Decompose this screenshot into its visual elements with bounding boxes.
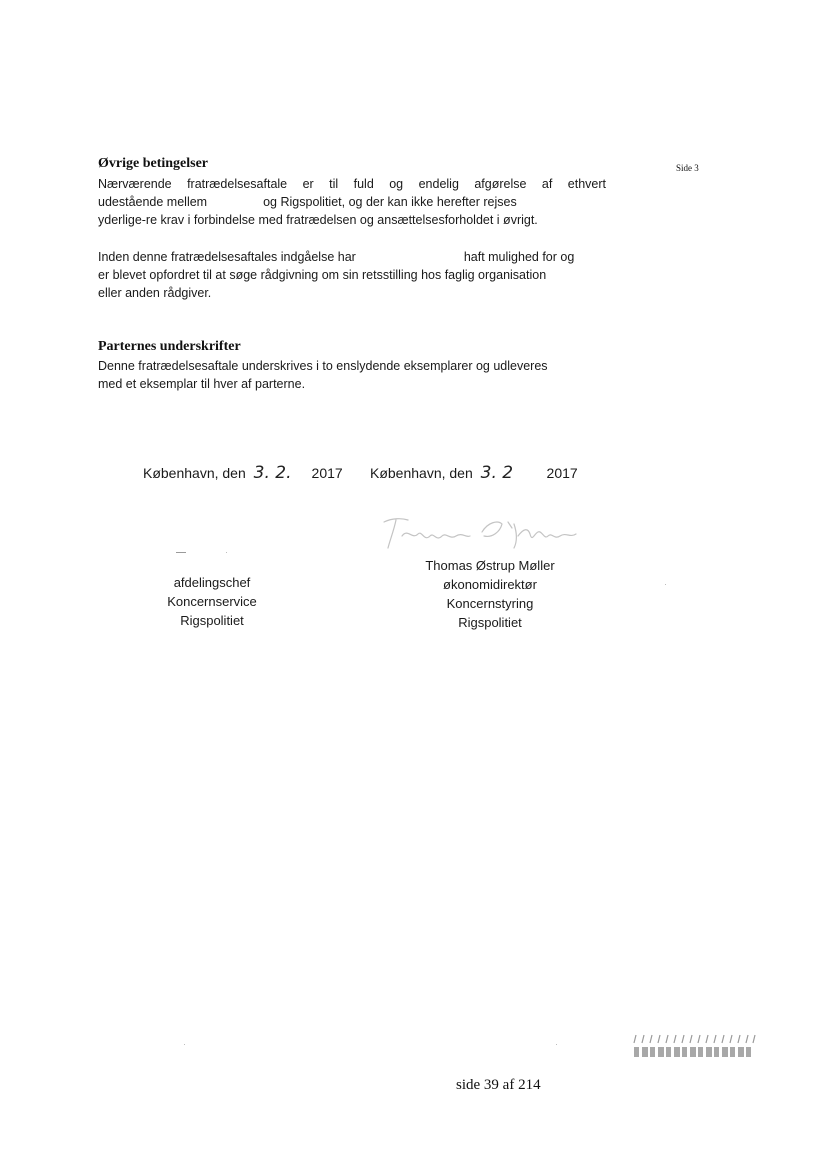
advice-line-1a: Inden denne fratrædelsesaftales indgåelse har: [98, 250, 356, 264]
other-terms-line-1: Nærværende fratrædelsesaftale er til fuld og endelig afgørelse af ethvert: [98, 177, 606, 191]
right-place-date: [370, 463, 578, 483]
left-signatory-block: [142, 573, 282, 630]
left-year: 2017: [311, 465, 343, 481]
advice-line-3: eller anden rådgiver.: [98, 286, 212, 300]
signatures-line-1: Denne fratrædelsesaftale underskrives i to enslydende eksemplarer og udleveres: [98, 359, 548, 373]
right-signatory-name: Thomas Østrup Møller: [425, 558, 555, 573]
right-signatory-block: [400, 556, 580, 632]
signatures-heading: Parternes underskrifter: [98, 339, 241, 354]
other-terms-line-2: [98, 195, 517, 209]
left-signatory-org: Rigspolitiet: [180, 613, 244, 628]
left-handwritten-date: 3. 2.: [253, 463, 292, 483]
left-place-date: [143, 463, 343, 483]
advice-line-1: [98, 250, 574, 264]
right-handwritten-date: 3. 2: [480, 463, 514, 483]
signatures-line-2: med et eksemplar til hver af parterne.: [98, 377, 306, 391]
other-terms-line-2b: og Rigspolitiet, og der kan ikke herefter rejses: [263, 195, 517, 209]
footer-page-number: side 39 af 214: [456, 1077, 541, 1093]
page-marker: Side 3: [676, 163, 699, 173]
right-signatory-unit: Koncernstyring: [446, 596, 534, 611]
advice-line-1b: haft mulighed for og: [463, 250, 575, 264]
other-terms-line-2a: udestående mellem: [98, 195, 208, 209]
signature-right: [378, 514, 590, 559]
right-place: København, den: [370, 465, 473, 481]
advice-line-2: er blevet opfordret til at søge rådgivning om sin retsstilling hos faglig organisation: [98, 268, 547, 282]
left-signature-mark: [176, 552, 186, 553]
scan-barcode-graphic: [633, 1033, 757, 1059]
left-signatory-unit: Koncernservice: [167, 594, 257, 609]
other-terms-line-3: yderlige-re krav i forbindelse med fratrædelsen og ansættelsesforholdet i øvrigt.: [98, 213, 538, 227]
right-signatory-org: Rigspolitiet: [458, 615, 522, 630]
right-signatory-title: økonomidirektør: [443, 577, 537, 592]
right-year: 2017: [546, 465, 578, 481]
left-place: København, den: [143, 465, 246, 481]
other-terms-heading: Øvrige betingelser: [98, 156, 209, 171]
signature-right-drawing: [378, 514, 590, 554]
scan-barcode: [633, 1033, 757, 1064]
left-signatory-title: afdelingschef: [173, 575, 251, 590]
